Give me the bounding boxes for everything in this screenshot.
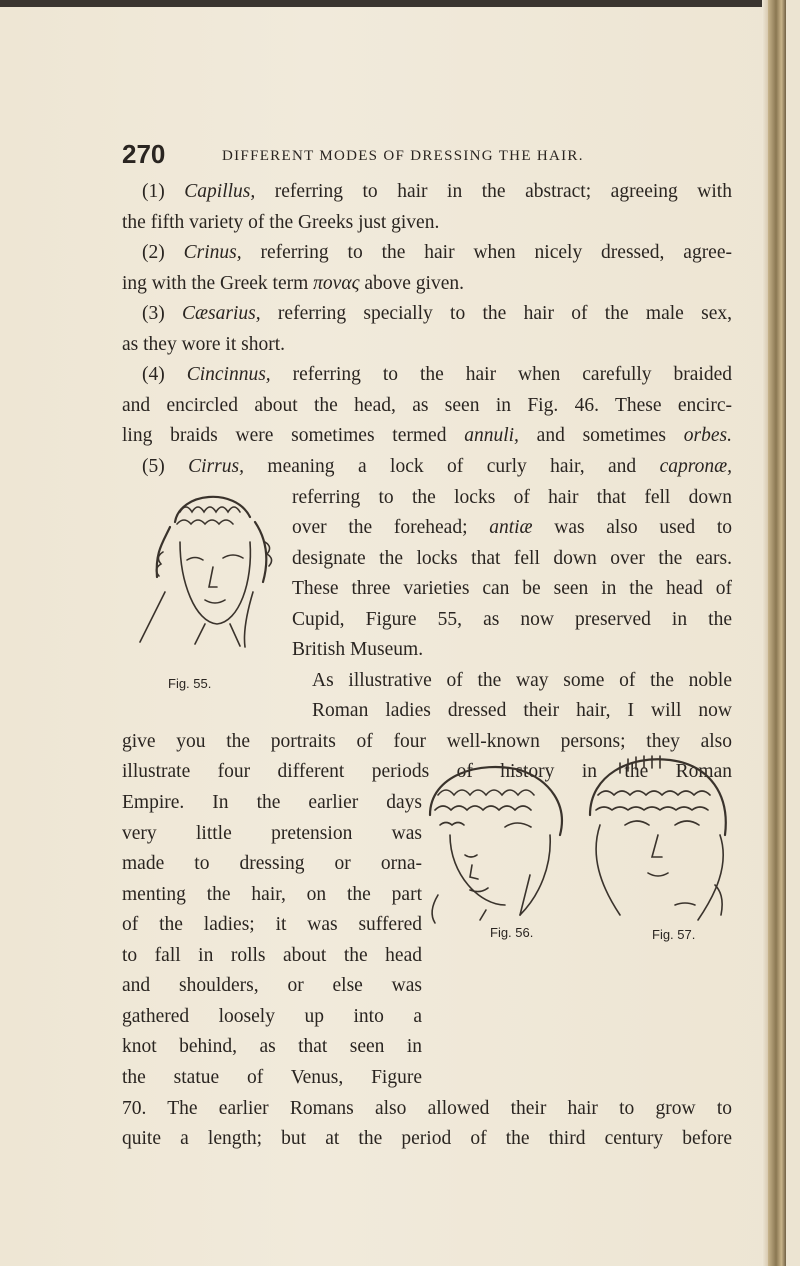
text-run: was also used to [532, 517, 732, 539]
text-run: very little pretension was [122, 822, 422, 844]
figure-56-illustration [410, 755, 580, 925]
text-line [122, 974, 422, 998]
text-run: Empire. In the earlier days [122, 792, 422, 813]
text-run: quite a length; but at the period of the third century before [122, 1128, 732, 1150]
text-line [122, 1127, 732, 1151]
text-line [122, 822, 422, 846]
italic-term: Cincinnus, [186, 364, 271, 386]
text-run: over the forehead; [292, 517, 490, 539]
text-run: give you the portraits of four well-known persons; they also [122, 730, 732, 752]
text-line [122, 852, 422, 876]
text-run: (2) [142, 242, 184, 264]
text-line [142, 241, 732, 265]
text-run: referring to the hair when carefully braided [270, 364, 732, 386]
page-header [122, 139, 732, 173]
text-line [142, 302, 732, 326]
text-run: Roman ladies dressed their hair, I will now [312, 700, 732, 722]
text-run: and encircled about the head, as seen in Fig. 46. These encirc- [122, 394, 732, 416]
text-run: gathered loosely up into a [122, 1005, 422, 1027]
text-line [122, 424, 732, 448]
italic-term: Capillus, [184, 181, 256, 202]
text-run: referring to the hair when nicely dressed, agree- [241, 242, 732, 264]
text-run: to fall in rolls about the head [122, 944, 422, 966]
text-line [142, 455, 732, 479]
text-run: meaning a lock of curly hair, and [243, 455, 660, 477]
text-run: referring specially to the hair of the male sex, [260, 303, 732, 325]
text-run: (5) [142, 455, 189, 477]
text-line [292, 516, 732, 540]
text-line [292, 577, 732, 601]
italic-term: orbes. [683, 425, 732, 447]
text-run: made to dressing or orna- [122, 853, 422, 875]
text-run: the statue of Venus, Figure [122, 1066, 422, 1088]
text-run: (4) [142, 364, 187, 386]
italic-term: annuli, [464, 425, 519, 447]
text-line [292, 608, 732, 632]
text-run: the fifth variety of the Greeks just given. [122, 211, 440, 233]
figure-57-caption: Fig. 57. [652, 927, 696, 942]
text-run: (3) [142, 303, 183, 325]
text-line [122, 1035, 422, 1059]
text-line [122, 394, 732, 418]
text-run: ing with the Greek term [122, 272, 314, 294]
italic-term: Cirrus, [188, 455, 244, 477]
italic-term: Crinus, [183, 242, 242, 264]
text-line [122, 944, 422, 968]
text-line [122, 1097, 732, 1121]
text-run: ling braids were sometimes termed [122, 425, 465, 447]
text-run: and sometimes [518, 425, 684, 447]
text-line [122, 272, 732, 296]
text-run: 70. The earlier Romans also allowed their hair to grow to [122, 1097, 732, 1119]
figure-55-illustration [135, 482, 285, 652]
text-line [312, 669, 732, 693]
text-line [292, 486, 732, 510]
figure-57-illustration [580, 755, 740, 925]
text-run: illustrate four different periods of history in the Roman [122, 761, 732, 783]
italic-term: Cæsarius, [182, 303, 261, 325]
text-run: British Museum. [292, 639, 424, 661]
italic-term: capronæ, [659, 455, 732, 477]
running-title: DIFFERENT MODES OF DRESSING THE HAIR. [222, 148, 584, 164]
text-run: menting the hair, on the part [122, 883, 422, 905]
text-run: referring to hair in the abstract; agreeing with [255, 181, 732, 202]
italic-term: antiæ [489, 517, 533, 539]
text-line [292, 638, 732, 662]
figure-56-caption: Fig. 56. [490, 925, 534, 940]
page-number: 270 [122, 139, 166, 169]
text-line [122, 333, 732, 357]
text-run: Cupid, Figure 55, as now preserved in the [292, 608, 732, 630]
scan-top-border [0, 0, 786, 7]
text-line [122, 913, 422, 937]
figure-55-caption: Fig. 55. [168, 676, 212, 691]
text-line [142, 180, 732, 204]
text-line [292, 547, 732, 571]
text-run: (1) [142, 181, 185, 202]
text-line [122, 883, 422, 907]
text-run: knot behind, as that seen in [122, 1036, 422, 1058]
text-run: and shoulders, or else was [122, 975, 422, 997]
italic-term: πονας [313, 272, 360, 294]
text-run: referring to the locks of hair that fell down [292, 486, 732, 508]
text-line [142, 363, 732, 387]
text-run: of the ladies; it was suffered [122, 914, 422, 936]
text-run: above given. [359, 272, 464, 294]
text-line [122, 1005, 422, 1029]
book-binding-edge [768, 0, 786, 1266]
text-line [312, 699, 732, 723]
text-line [122, 1066, 422, 1090]
text-line [122, 730, 732, 754]
text-run: designate the locks that fell down over the ears. [292, 547, 732, 569]
text-run: as they wore it short. [122, 333, 286, 355]
text-run: These three varieties can be seen in the head of [292, 578, 732, 600]
text-line [122, 791, 422, 815]
text-line [122, 211, 732, 235]
text-run: As illustrative of the way some of the noble [312, 669, 732, 691]
